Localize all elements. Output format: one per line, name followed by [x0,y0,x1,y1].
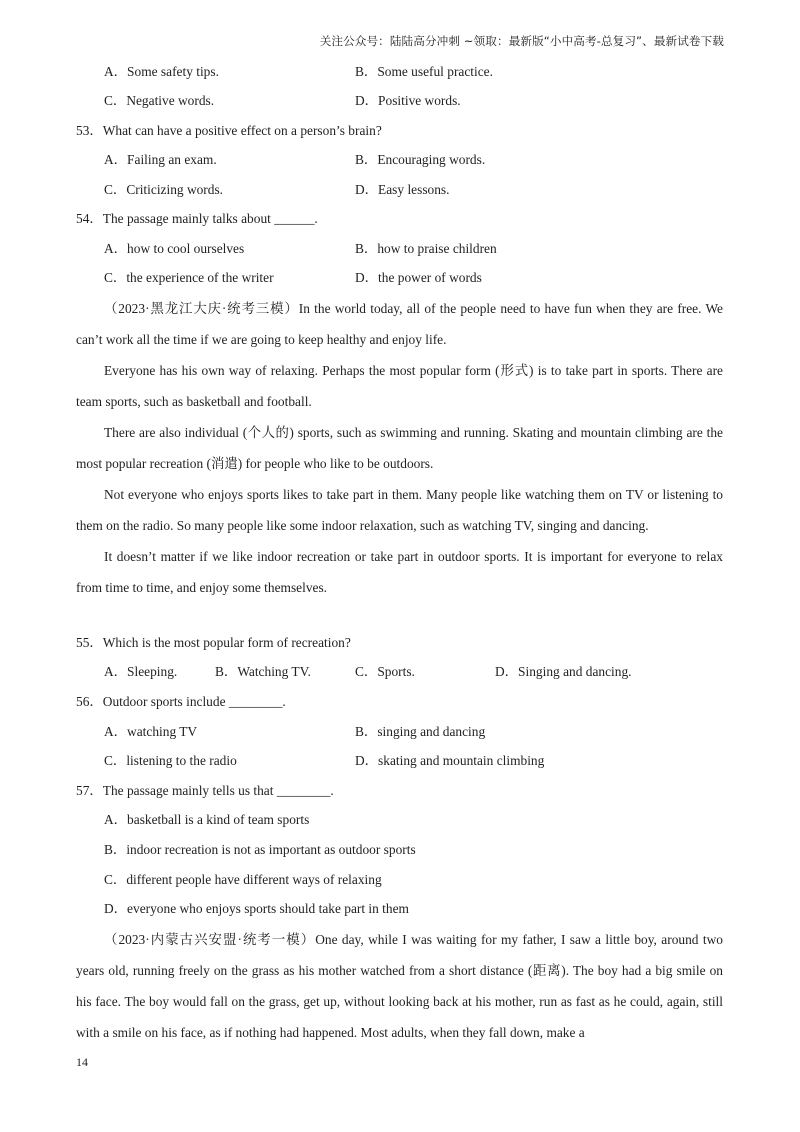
q54-stem: 54．The passage mainly talks about ______. [76,211,318,226]
q53-options-row1 [0,148,800,172]
q53-stem: 53．What can have a positive effect on a person’s brain? [76,123,382,138]
passage-2-paragraph-4: Not everyone who enjoys sports likes to take part in them. Many people like watching them on TV or listening to them on the radio. So many people like some indoor relaxation, such as watching TV, singing and dancing. [76,487,723,533]
q56-options-row1 [0,720,800,744]
q54-option-c: C．the experience of the writer [104,270,274,285]
passage-3 [76,924,723,1048]
q54-options-row1 [0,237,800,261]
q57-option-b: B．indoor recreation is not as important as outdoor sports [104,842,416,857]
q54-options-row2 [0,266,800,290]
q56-stem: 56．Outdoor sports include ________. [76,694,286,709]
q53-stem-row [0,119,800,143]
q55-stem: 55．Which is the most popular form of recreation? [76,635,351,650]
q54-option-d: D．the power of words [355,270,482,285]
passage-2-paragraph-5: It doesn’t matter if we like indoor recreation or take part in outdoor sports. It is important for everyone to relax from time to time, and enjoy some themselves. [76,549,723,595]
q57-stem: 57．The passage mainly tells us that ________. [76,783,334,798]
q55-option-d: D．Singing and dancing. [495,664,632,679]
passage-2-paragraph-3: There are also individual (个人的) sports, such as swimming and running. Skating and mountain climbing are the most popular recreation (消遣) for people who like to be outdoors. [76,425,723,471]
q55-option-a: A．Sleeping. [104,664,178,679]
q53-option-b: B．Encouraging words. [355,152,486,167]
q55-option-c: C．Sports. [355,664,415,679]
q56-options-row2 [0,749,800,773]
q52-option-d: D．Positive words. [355,93,461,108]
q54-option-b: B．how to praise children [355,241,497,256]
q52-options-row1 [0,60,800,84]
q57-option-c-row [0,868,800,892]
passage-2 [76,293,723,603]
q52-option-b: B．Some useful practice. [355,64,493,79]
q53-option-d: D．Easy lessons. [355,182,450,197]
q52-options-row2 [0,89,800,113]
q57-option-b-row [0,838,800,862]
q56-option-d: D．skating and mountain climbing [355,753,545,768]
q54-stem-row [0,207,800,231]
q55-stem-row [0,631,800,655]
q56-option-a: A．watching TV [104,724,198,739]
q57-stem-row [0,779,800,803]
q57-option-c: C．different people have different ways of relaxing [104,872,382,887]
q53-option-a: A．Failing an exam. [104,152,217,167]
q53-option-c: C．Criticizing words. [104,182,224,197]
q57-option-a-row [0,808,800,832]
q56-option-b: B．singing and dancing [355,724,486,739]
q57-option-d: D．everyone who enjoys sports should take part in them [104,901,409,916]
q56-stem-row [0,690,800,714]
page-number: 14 [76,1055,88,1069]
page-header: 关注公众号：陆陆高分冲刺 ~领取：最新版“小中高考-总复习”、最新试卷下载 [319,34,724,48]
q52-option-c: C．Negative words. [104,93,215,108]
q55-option-b: B．Watching TV. [215,664,311,679]
passage-3-paragraph-1: （2023·内蒙古兴安盟·统考一模）One day, while I was waiting for my father, I saw a little boy, around two years old, running freely on the grass as his mother watched from a short distance (距离). The boy had a big smile on his face. The boy would fall on the grass, get up, without looking back at his mother, run as fast as he could, again, still with a smile on his face, as if nothing had happened. Most adults, when they fall down, make a [76,932,723,1040]
q57-option-a: A．basketball is a kind of team sports [104,812,310,827]
passage-2-paragraph-1: （2023·黑龙江大庆·统考三模）In the world today, all of the people need to have fun when they are free. We can’t work all the time if we are going to keep healthy and enjoy life. [76,301,723,347]
q56-option-c: C．listening to the radio [104,753,237,768]
q53-options-row2 [0,178,800,202]
q55-options-row [0,660,800,684]
q52-option-a: A．Some safety tips. [104,64,219,79]
q54-option-a: A．how to cool ourselves [104,241,245,256]
q57-option-d-row [0,897,800,921]
passage-2-paragraph-2: Everyone has his own way of relaxing. Perhaps the most popular form (形式) is to take part in sports. There are team sports, such as basketball and football. [76,363,723,409]
